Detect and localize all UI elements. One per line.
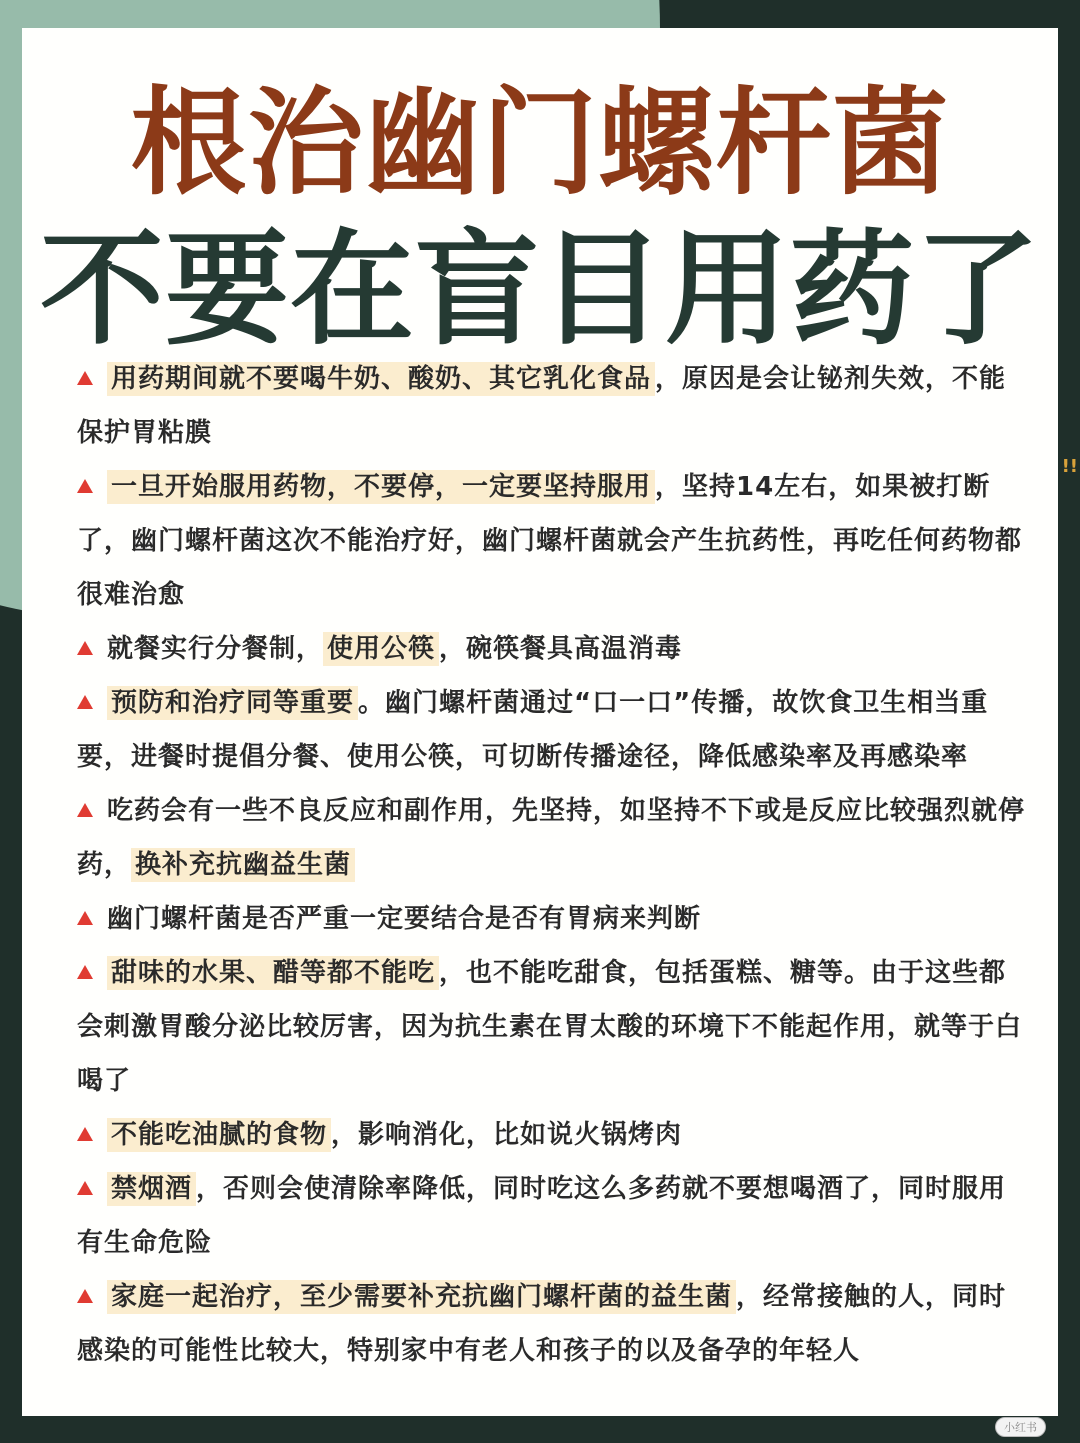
- list-item: [77, 892, 1032, 946]
- list-item: [77, 1108, 1032, 1162]
- item-highlight: 甜味的水果、醋等都不能吃: [107, 956, 439, 990]
- tips-list: [77, 352, 1032, 1378]
- item-text: ，坚持14左右，如果被打断了，幽门螺杆菌这次不能治疗好，幽门螺杆菌就会产生抗药性，再吃任何药物都很难治愈: [77, 472, 1023, 610]
- item-highlight: 禁烟酒: [107, 1172, 196, 1206]
- triangle-bullet-icon: [77, 1181, 93, 1195]
- list-item: [77, 460, 1032, 622]
- item-text: 幽门螺杆菌是否严重一定要结合是否有胃病来判断: [107, 904, 702, 934]
- item-highlight: 预防和治疗同等重要: [107, 686, 358, 720]
- triangle-bullet-icon: [77, 371, 93, 385]
- list-item: [77, 946, 1032, 1108]
- triangle-bullet-icon: [77, 479, 93, 493]
- watermark: 小红书: [995, 1417, 1046, 1437]
- item-text: ，经常接触的人，同时感染的可能性比较大，特别家中有老人和孩子的以及备孕的年轻人: [77, 1282, 1007, 1366]
- list-item: [77, 1162, 1032, 1270]
- list-item: [77, 784, 1032, 892]
- item-highlight: 不能吃油腻的食物: [107, 1118, 331, 1152]
- item-text: ，原因是会让铋剂失效，不能保护胃粘膜: [77, 364, 1007, 448]
- side-mark: !!: [1061, 456, 1078, 477]
- item-highlight: 换补充抗幽益生菌: [131, 848, 355, 882]
- item-highlight: 用药期间就不要喝牛奶、酸奶、其它乳化食品: [107, 362, 655, 396]
- triangle-bullet-icon: [77, 911, 93, 925]
- list-item: [77, 622, 1032, 676]
- item-text: ，也不能吃甜食，包括蛋糕、糖等。由于这些都会刺激胃酸分泌比较厉害，因为抗生素在胃太酸的环境下不能起作用，就等于白喝了: [77, 958, 1023, 1096]
- item-text: 吃药会有一些不良反应和副作用，先坚持，如坚持不下或是反应比较强烈就停药，: [77, 796, 1026, 880]
- triangle-bullet-icon: [77, 1289, 93, 1303]
- item-text: ，碗筷餐具高温消毒: [439, 634, 683, 664]
- item-text: 。幽门螺杆菌通过“口一口”传播，故饮食卫生相当重要，进餐时提倡分餐、使用公筷，可切断传播途径，降低感染率及再感染率: [77, 688, 989, 772]
- item-text: ，影响消化，比如说火锅烤肉: [331, 1120, 683, 1150]
- item-highlight: 家庭一起治疗，至少需要补充抗幽门螺杆菌的益生菌: [107, 1280, 736, 1314]
- triangle-bullet-icon: [77, 641, 93, 655]
- content-card: [22, 28, 1058, 1416]
- title-line-2: 不要在盲目用药了: [39, 218, 1040, 362]
- item-text: ，否则会使清除率降低，同时吃这么多药就不要想喝酒了，同时服用有生命危险: [77, 1174, 1007, 1258]
- triangle-bullet-icon: [77, 1127, 93, 1141]
- item-highlight: 使用公筷: [323, 632, 439, 666]
- list-item: [77, 352, 1032, 460]
- triangle-bullet-icon: [77, 965, 93, 979]
- triangle-bullet-icon: [77, 803, 93, 817]
- item-highlight: 一旦开始服用药物，不要停，一定要坚持服用: [107, 470, 655, 504]
- triangle-bullet-icon: [77, 695, 93, 709]
- item-text: 就餐实行分餐制，: [107, 634, 324, 664]
- list-item: [77, 1270, 1032, 1378]
- list-item: [77, 676, 1032, 784]
- title-line-1: 根治幽门螺杆菌: [130, 76, 950, 211]
